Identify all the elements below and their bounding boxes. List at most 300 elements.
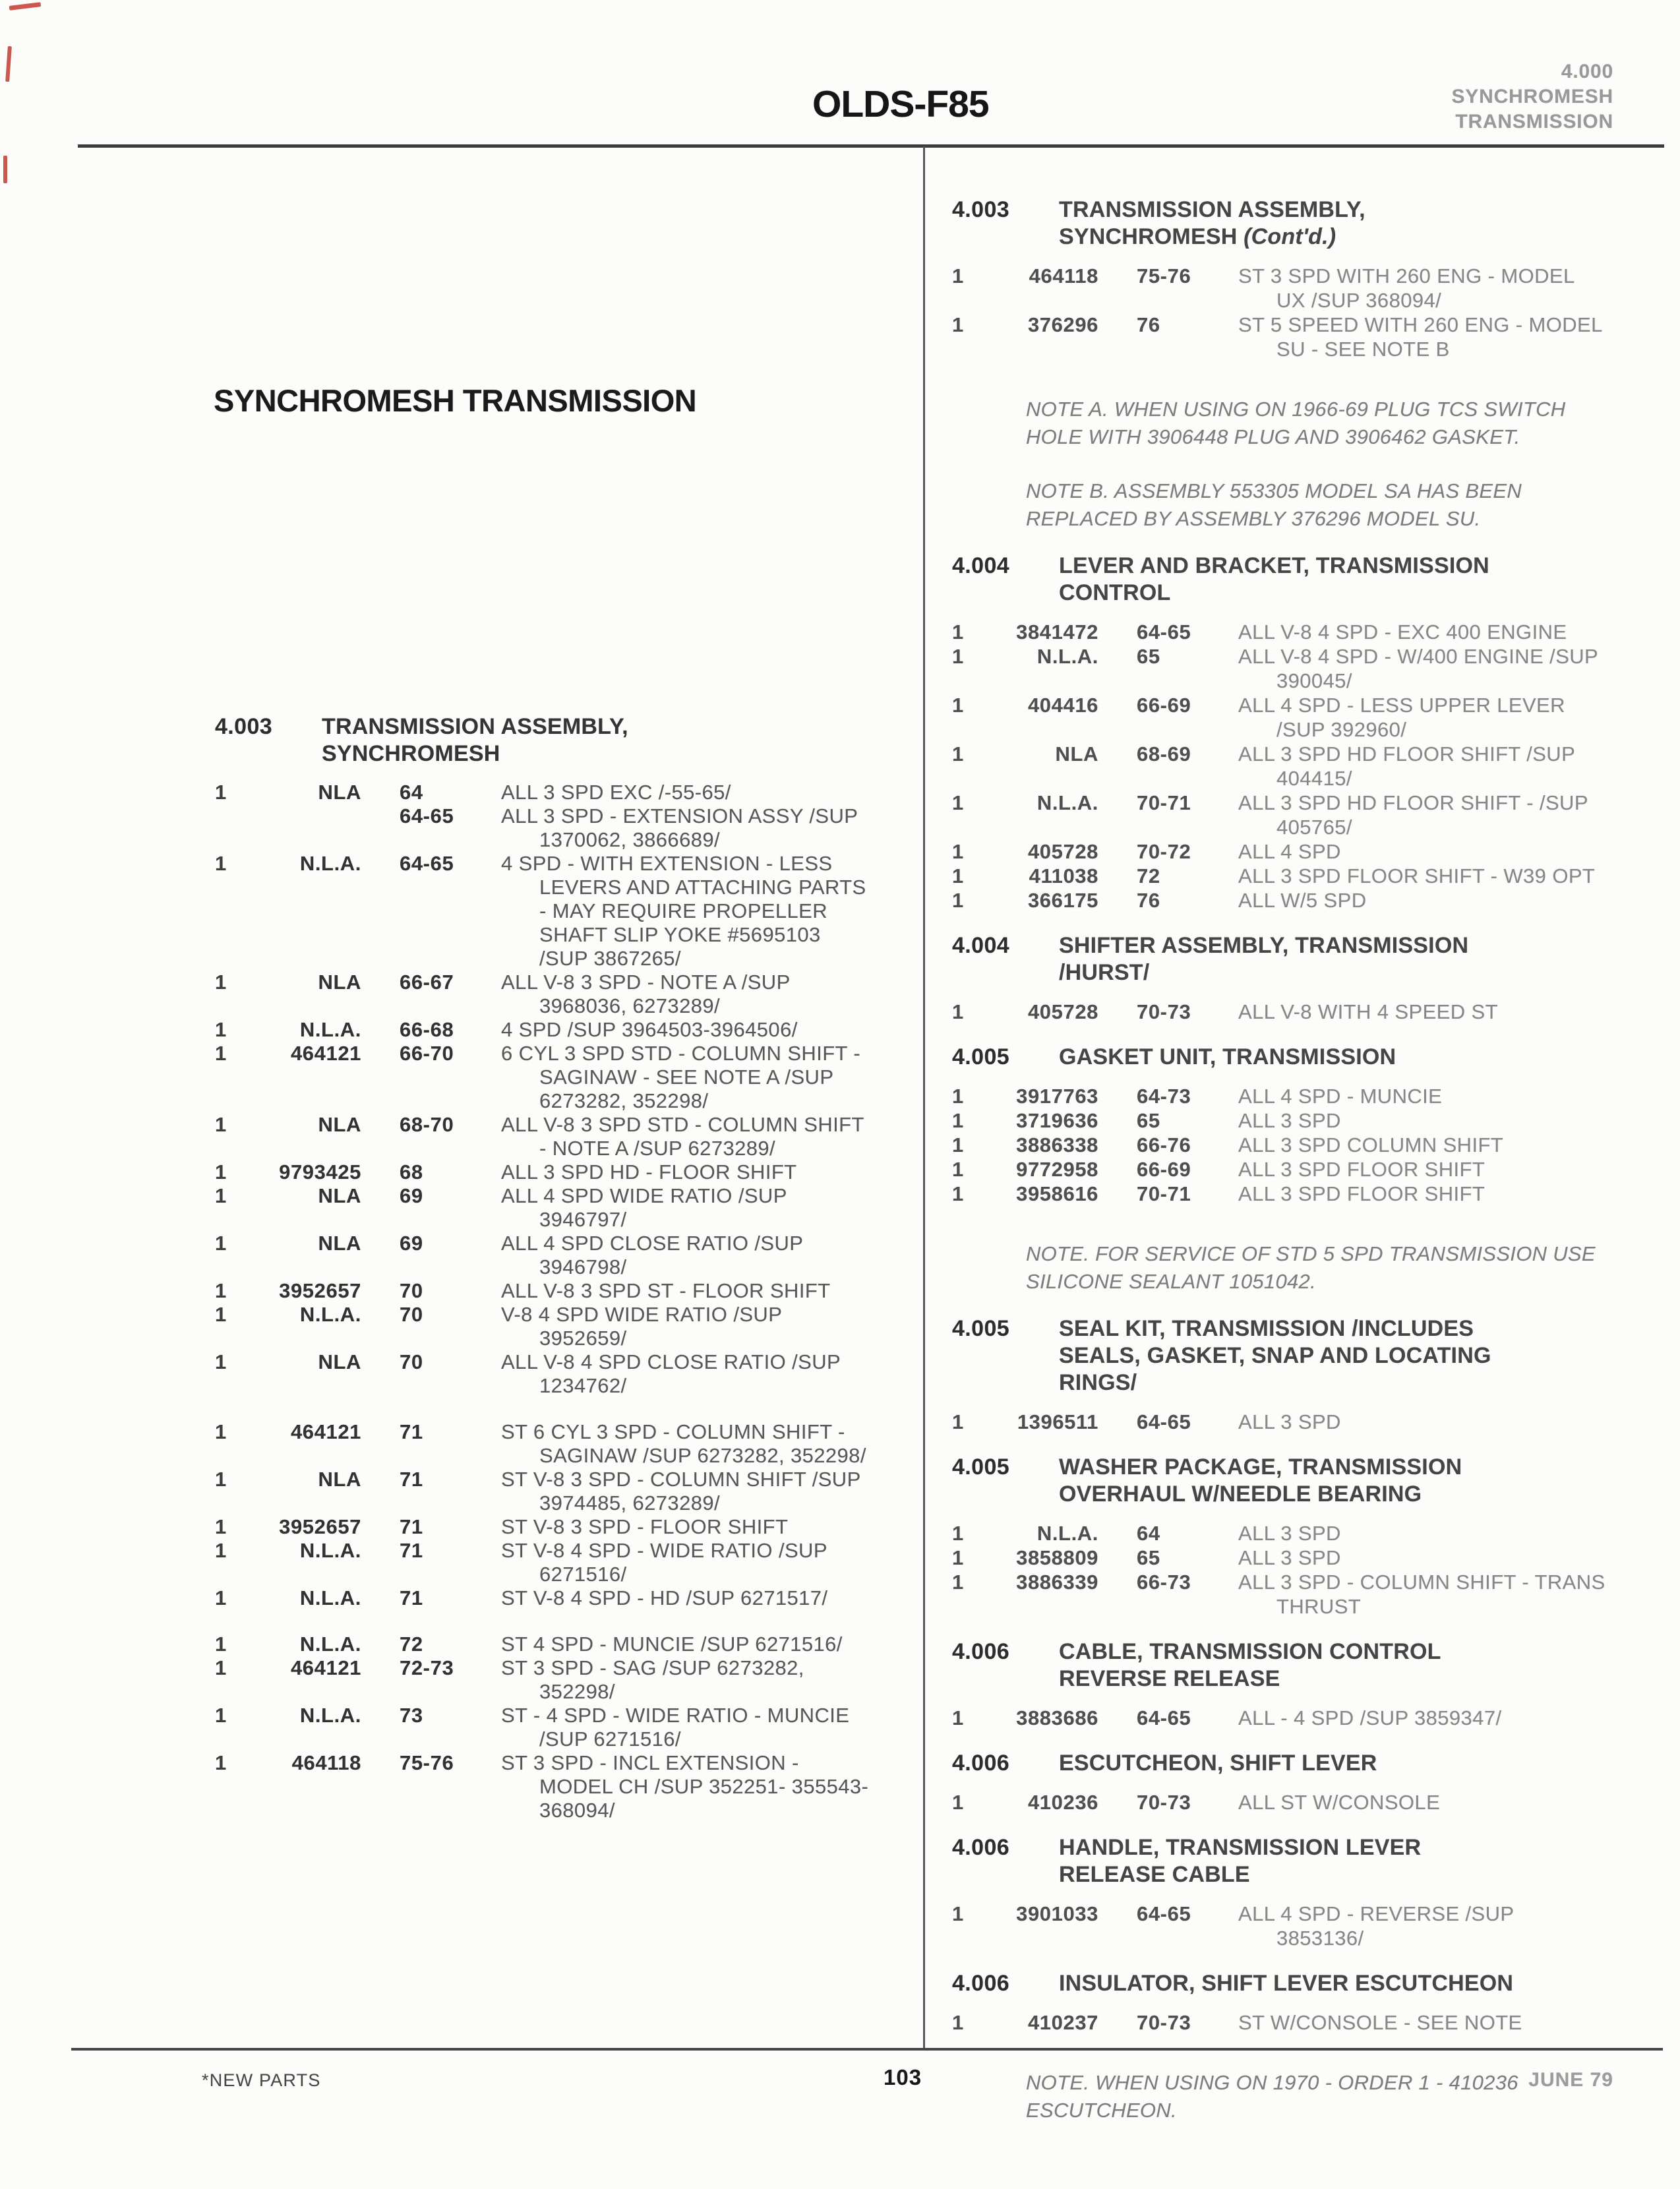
description-cell: ALL 3 SPD - EXTENSION ASSY /SUP 1370062, 3866689/ — [501, 804, 858, 851]
part-number-cell: 411038 — [1029, 864, 1098, 887]
description-cell: ALL 4 SPD - MUNCIE — [1238, 1085, 1443, 1108]
years-cell: 68 — [400, 1160, 423, 1184]
part-row — [210, 1042, 869, 1113]
part-row — [210, 1279, 869, 1303]
description-cell: ALL 3 SPD EXC /-55-65/ — [501, 781, 731, 804]
description-cell: ALL 4 SPD - REVERSE /SUP 3853136/ — [1238, 1902, 1514, 1950]
section-title-line: WASHER PACKAGE, TRANSMISSION — [1059, 1454, 1462, 1480]
right-column — [947, 146, 1606, 2131]
part-number-cell: NLA — [318, 1113, 361, 1136]
qty-cell: 1 — [215, 1279, 227, 1302]
rows-group — [947, 1000, 1606, 1024]
description-cell: ALL 4 SPD - LESS UPPER LEVER /SUP 392960/ — [1238, 694, 1565, 741]
part-number-cell — [251, 804, 361, 852]
qty-cell: 1 — [952, 864, 964, 887]
section-heading — [947, 1044, 1606, 1071]
part-number-cell: NLA — [1055, 742, 1098, 765]
description-cell: ALL 3 SPD HD FLOOR SHIFT - /SUP 405765/ — [1238, 791, 1588, 839]
description-cell: ALL V-8 3 SPD ST - FLOOR SHIFT — [501, 1279, 831, 1302]
years-cell: 66-69 — [1137, 1158, 1191, 1181]
qty-cell: 1 — [952, 1133, 964, 1156]
note-text: NOTE. WHEN USING ON 1970 - ORDER 1 - 410236 ESCUTCHEON. — [1026, 2071, 1518, 2122]
qty-cell: 1 — [952, 1902, 964, 1925]
part-row — [210, 1586, 869, 1610]
part-number-cell: NLA — [318, 1232, 361, 1255]
qty-cell: 1 — [952, 742, 964, 765]
years-cell: 70-73 — [1137, 1000, 1191, 1023]
section-title-line: RELEASE CABLE — [1059, 1862, 1250, 1887]
part-row — [210, 804, 869, 852]
years-cell: 71 — [400, 1420, 423, 1443]
left-column — [210, 146, 869, 1822]
part-number-cell: 3886339 — [1016, 1571, 1098, 1594]
part-row — [947, 1706, 1606, 1730]
years-cell: 70 — [400, 1303, 423, 1326]
description-cell: ST W/CONSOLE - SEE NOTE — [1238, 2011, 1522, 2034]
description-cell: ALL 4 SPD — [1238, 840, 1341, 863]
section-4.006 — [947, 1834, 1606, 1950]
qty-cell: 1 — [215, 1350, 227, 1373]
part-number-cell: 3952657 — [279, 1279, 361, 1302]
part-number-cell: 3883686 — [1016, 1706, 1098, 1729]
section-title — [1059, 1044, 1606, 1071]
part-row — [947, 1133, 1606, 1157]
part-row — [947, 1790, 1606, 1814]
column-divider — [923, 146, 925, 2051]
years-cell: 66-69 — [1137, 694, 1191, 717]
description-cell: ALL V-8 4 SPD - EXC 400 ENGINE — [1238, 620, 1567, 644]
registration-mark — [3, 156, 7, 183]
years-cell: 68-69 — [1137, 742, 1191, 765]
qty-cell: 1 — [952, 1546, 964, 1569]
section-title — [1059, 1315, 1606, 1396]
rows-group — [947, 1902, 1606, 1950]
years-cell: 65 — [1137, 1109, 1160, 1132]
qty-cell: 1 — [952, 645, 964, 668]
section-title — [1059, 1834, 1606, 1888]
years-cell: 65 — [1137, 645, 1160, 668]
qty-cell: 1 — [215, 1184, 227, 1207]
section-title-line: GASKET UNIT, TRANSMISSION — [1059, 1044, 1396, 1069]
part-number-cell: NLA — [318, 781, 361, 804]
years-cell: 69 — [400, 1232, 423, 1255]
section-4.005 — [947, 1454, 1606, 1619]
years-cell: 70-72 — [1137, 840, 1191, 863]
part-row — [947, 1157, 1606, 1182]
qty-cell: 1 — [215, 1420, 227, 1443]
section-title — [1059, 1970, 1606, 1997]
section-heading — [947, 196, 1606, 251]
description-cell: ST 4 SPD - MUNCIE /SUP 6271516/ — [501, 1633, 843, 1656]
section-number: 4.006 — [952, 1971, 1010, 1996]
qty-cell: 1 — [215, 781, 227, 804]
section-heading — [947, 1750, 1606, 1777]
qty-cell: 1 — [952, 1706, 964, 1729]
part-number-cell: 464121 — [290, 1656, 361, 1679]
part-number-cell: NLA — [318, 1184, 361, 1207]
part-number-cell: N.L.A. — [1036, 645, 1098, 668]
description-cell: 4 SPD - WITH EXTENSION - LESS LEVERS AND ATTACHING PARTS - MAY REQUIRE PROPELLER SHAFT SLIP YOKE #5695103 /SUP 3867265/ — [501, 852, 866, 970]
category-heading: SYNCHROMESH TRANSMISSION — [214, 383, 697, 418]
part-number-cell: N.L.A. — [299, 1303, 361, 1326]
part-row — [947, 742, 1606, 791]
years-cell: 65 — [1137, 1546, 1160, 1569]
description-cell: ST V-8 3 SPD - FLOOR SHIFT — [501, 1515, 789, 1538]
qty-cell: 1 — [952, 1000, 964, 1023]
part-number-cell: 410237 — [1027, 2011, 1098, 2034]
description-cell: 4 SPD /SUP 3964503-3964506/ — [501, 1018, 798, 1041]
section-title-line: HANDLE, TRANSMISSION LEVER — [1059, 1835, 1422, 1860]
qty-cell: 1 — [215, 1586, 227, 1609]
years-cell: 64-73 — [1137, 1085, 1191, 1108]
part-number-cell: 3901033 — [1016, 1902, 1098, 1925]
part-row — [947, 2010, 1606, 2035]
page-number: 103 — [884, 2065, 922, 2089]
description-cell: ALL 4 SPD CLOSE RATIO /SUP 3946798/ — [501, 1232, 803, 1278]
description-cell: ST - 4 SPD - WIDE RATIO - MUNCIE /SUP 6271516/ — [501, 1704, 850, 1751]
part-row — [947, 313, 1606, 361]
years-cell: 66-76 — [1137, 1133, 1191, 1156]
years-cell: 66-68 — [400, 1018, 454, 1041]
description-cell: ST V-8 3 SPD - COLUMN SHIFT /SUP 3974485, 6273289/ — [501, 1468, 861, 1514]
part-number-cell: 464118 — [1029, 264, 1098, 287]
section-number: 4.006 — [952, 1835, 1010, 1860]
rows-group — [947, 2010, 1606, 2035]
section-number: 4.006 — [952, 1751, 1010, 1776]
section-number: 4.005 — [952, 1316, 1010, 1341]
section-title-line: SYNCHROMESH (Cont'd.) — [1059, 224, 1336, 249]
rows-group — [210, 781, 869, 1822]
part-row — [947, 1570, 1606, 1619]
part-row — [210, 1018, 869, 1042]
description-cell: ALL 3 SPD — [1238, 1522, 1341, 1545]
part-number-cell: 3858809 — [1016, 1546, 1098, 1569]
years-cell: 64-65 — [400, 852, 454, 875]
years-cell: 70-71 — [1137, 791, 1191, 814]
qty-cell: 1 — [215, 1515, 227, 1538]
description-cell: ALL 3 SPD FLOOR SHIFT - W39 OPT — [1238, 864, 1596, 887]
rows-group — [947, 1521, 1606, 1619]
part-row — [947, 864, 1606, 888]
description-cell: ALL 3 SPD — [1238, 1546, 1341, 1569]
part-number-cell: N.L.A. — [299, 1018, 361, 1041]
section-heading — [210, 713, 869, 767]
years-cell: 70-73 — [1137, 2011, 1191, 2034]
rows-group — [947, 620, 1606, 913]
years-cell: 72 — [400, 1633, 423, 1656]
part-row — [210, 1633, 869, 1656]
description-cell: ALL V-8 3 SPD STD - COLUMN SHIFT - NOTE A /SUP 6273289/ — [501, 1113, 864, 1160]
section-number: 4.004 — [952, 933, 1010, 958]
registration-mark — [9, 2, 41, 11]
part-row — [210, 1160, 869, 1184]
years-cell: 64-65 — [400, 804, 454, 827]
part-number-cell: N.L.A. — [299, 1704, 361, 1727]
years-cell: 75-76 — [400, 1751, 454, 1774]
qty-cell: 1 — [215, 1656, 227, 1679]
part-number-cell: 3841472 — [1016, 620, 1098, 644]
footer-rule — [71, 2048, 1663, 2051]
section-heading — [947, 932, 1606, 986]
years-cell: 64 — [400, 781, 423, 804]
section-number: 4.005 — [952, 1044, 1010, 1069]
qty-cell: 1 — [952, 1571, 964, 1594]
part-number-cell: 405728 — [1027, 1000, 1098, 1023]
section-number: 4.006 — [952, 1639, 1010, 1664]
part-number-cell: NLA — [318, 971, 361, 994]
qty-cell: 1 — [215, 1751, 227, 1774]
part-row — [210, 1704, 869, 1751]
description-cell: ALL - 4 SPD /SUP 3859347/ — [1238, 1706, 1502, 1729]
part-row — [210, 971, 869, 1018]
qty-cell: 1 — [952, 1522, 964, 1545]
section-title-line: INSULATOR, SHIFT LEVER ESCUTCHEON — [1059, 1971, 1514, 1996]
years-cell: 70-73 — [1137, 1791, 1191, 1814]
qty-cell: 1 — [215, 1303, 227, 1326]
section-title-line: LEVER AND BRACKET, TRANSMISSION — [1059, 553, 1489, 578]
qty-cell: 1 — [215, 1160, 227, 1184]
years-cell: 64-65 — [1137, 1706, 1191, 1729]
years-cell: 72 — [1137, 864, 1160, 887]
description-cell: ST 5 SPEED WITH 260 ENG - MODEL SU - SEE NOTE B — [1238, 313, 1602, 361]
part-row — [210, 781, 869, 804]
page-title: OLDS-F85 — [812, 83, 989, 125]
description-cell: ALL W/5 SPD — [1238, 889, 1367, 912]
years-cell: 75-76 — [1137, 264, 1191, 287]
years-cell: 70 — [400, 1279, 423, 1302]
description-cell: ALL 3 SPD — [1238, 1410, 1341, 1433]
qty-cell: 1 — [952, 2011, 964, 2034]
qty-cell: 1 — [215, 1704, 227, 1727]
part-number-cell: 404416 — [1027, 694, 1098, 717]
description-cell: ST V-8 4 SPD - HD /SUP 6271517/ — [501, 1586, 828, 1609]
section-4.006 — [947, 1750, 1606, 1814]
years-cell: 64-65 — [1137, 1902, 1191, 1925]
qty-cell: 1 — [215, 1018, 227, 1041]
description-cell: ALL 3 SPD — [1238, 1109, 1341, 1132]
section-heading — [947, 1315, 1606, 1396]
years-cell: 68-70 — [400, 1113, 454, 1136]
years-cell: 66-67 — [400, 971, 454, 994]
part-number-cell: N.L.A. — [299, 852, 361, 875]
section-4.006 — [947, 1970, 1606, 2124]
years-cell: 64-65 — [1137, 620, 1191, 644]
qty-cell: 1 — [215, 1232, 227, 1255]
description-cell: ALL V-8 3 SPD - NOTE A /SUP 3968036, 6273289/ — [501, 971, 791, 1017]
qty-cell: 1 — [215, 1042, 227, 1065]
section-title-line: TRANSMISSION ASSEMBLY, — [1059, 197, 1365, 222]
rows-group — [947, 1790, 1606, 1814]
part-number-cell: 3952657 — [279, 1515, 361, 1538]
part-row — [947, 644, 1606, 693]
header-section-ref — [1452, 59, 1614, 135]
section-title — [1059, 196, 1606, 251]
qty-cell: 1 — [952, 694, 964, 717]
description-cell: ALL ST W/CONSOLE — [1238, 1791, 1441, 1814]
description-cell: ALL V-8 WITH 4 SPEED ST — [1238, 1000, 1498, 1023]
section-number: 4.005 — [952, 1454, 1010, 1480]
section-heading — [947, 1638, 1606, 1693]
part-row — [210, 852, 869, 971]
registration-mark — [5, 46, 12, 82]
section-title-line: CABLE, TRANSMISSION CONTROL — [1059, 1639, 1441, 1664]
part-row — [947, 620, 1606, 644]
qty-cell: 1 — [215, 1468, 227, 1491]
part-row — [210, 1751, 869, 1822]
section-title — [1059, 553, 1606, 607]
section-heading — [947, 1970, 1606, 1997]
part-row — [210, 1232, 869, 1279]
new-parts-label: *NEW PARTS — [202, 2070, 321, 2090]
description-cell: ALL 3 SPD COLUMN SHIFT — [1238, 1133, 1504, 1156]
part-number-cell: 405728 — [1027, 840, 1098, 863]
section-4.005 — [947, 1315, 1606, 1434]
part-number-cell: 464118 — [291, 1751, 361, 1774]
part-number-cell: 3886338 — [1016, 1133, 1098, 1156]
rows-group — [947, 264, 1606, 361]
qty-cell: 1 — [952, 791, 964, 814]
part-number-cell: 376296 — [1027, 313, 1098, 336]
years-cell: 71 — [400, 1515, 423, 1538]
part-row — [947, 1182, 1606, 1206]
years-cell: 72-73 — [400, 1656, 454, 1679]
header-section-name-line1: SYNCHROMESH — [1451, 86, 1613, 107]
part-row — [947, 791, 1606, 839]
section-title-line: REVERSE RELEASE — [1059, 1666, 1280, 1691]
section-heading — [947, 553, 1606, 607]
qty-cell: 1 — [215, 1539, 227, 1562]
note-text: NOTE. FOR SERVICE OF STD 5 SPD TRANSMISSION USE SILICONE SEALANT 1051042. — [1026, 1242, 1596, 1293]
qty-cell: 1 — [952, 264, 964, 287]
section-title-suffix: (Cont'd.) — [1244, 224, 1336, 249]
qty-cell: 1 — [952, 889, 964, 912]
part-row — [210, 1539, 869, 1586]
note-text: NOTE B. ASSEMBLY 553305 MODEL SA HAS BEEN REPLACED BY ASSEMBLY 376296 MODEL SU. — [1026, 479, 1522, 530]
description-cell: V-8 4 SPD WIDE RATIO /SUP 3952659/ — [501, 1303, 782, 1350]
header-section-name-line2: TRANSMISSION — [1455, 111, 1613, 133]
section-title — [1059, 1454, 1606, 1508]
description-cell: ALL V-8 4 SPD - W/400 ENGINE /SUP 390045/ — [1238, 645, 1598, 692]
part-number-cell: NLA — [318, 1468, 361, 1491]
description-cell: ALL V-8 4 SPD CLOSE RATIO /SUP 1234762/ — [501, 1350, 841, 1397]
description-cell: ALL 4 SPD WIDE RATIO /SUP 3946797/ — [501, 1184, 787, 1231]
qty-cell: 1 — [952, 1791, 964, 1814]
qty-cell: 1 — [215, 1633, 227, 1656]
part-number-cell: 464121 — [290, 1042, 361, 1065]
years-cell: 66-73 — [1137, 1571, 1191, 1594]
part-row — [947, 1000, 1606, 1024]
part-row — [947, 888, 1606, 913]
part-number-cell: 366175 — [1027, 889, 1098, 912]
years-cell: 71 — [400, 1539, 423, 1562]
years-cell: 69 — [400, 1184, 423, 1207]
section-4.004 — [947, 553, 1606, 913]
part-row — [210, 1468, 869, 1515]
part-number-cell: 1396511 — [1017, 1410, 1098, 1433]
description-cell: ST V-8 4 SPD - WIDE RATIO /SUP 6271516/ — [501, 1539, 827, 1586]
date-label: JUNE 79 — [1528, 2069, 1613, 2091]
part-number-cell: N.L.A. — [1036, 1522, 1098, 1545]
part-row — [210, 1113, 869, 1160]
part-number-cell: NLA — [318, 1350, 361, 1373]
rows-group — [947, 1410, 1606, 1434]
part-row — [947, 693, 1606, 742]
description-cell: ALL 3 SPD FLOOR SHIFT — [1238, 1182, 1485, 1205]
part-row — [947, 1521, 1606, 1545]
part-row — [947, 1902, 1606, 1950]
years-cell: 64 — [1137, 1522, 1160, 1545]
years-cell: 70 — [400, 1350, 423, 1373]
qty-cell: 1 — [952, 1410, 964, 1433]
qty-cell: 1 — [215, 852, 227, 875]
section-title-line: SHIFTER ASSEMBLY, TRANSMISSION — [1059, 933, 1469, 958]
years-cell: 76 — [1137, 889, 1160, 912]
section-title-line: SEALS, GASKET, SNAP AND LOCATING — [1059, 1343, 1491, 1368]
section-title-line: TRANSMISSION ASSEMBLY, — [322, 714, 628, 739]
qty-cell: 1 — [952, 1085, 964, 1108]
part-row — [210, 1184, 869, 1232]
qty-cell: 1 — [952, 620, 964, 644]
qty-cell: 1 — [215, 971, 227, 994]
part-number-cell: 9793425 — [279, 1160, 361, 1184]
description-cell: ALL 3 SPD FLOOR SHIFT — [1238, 1158, 1485, 1181]
section-4.006 — [947, 1638, 1606, 1730]
section-heading — [947, 1454, 1606, 1508]
qty-cell: 1 — [952, 313, 964, 336]
part-row — [947, 264, 1606, 313]
section-number: 4.004 — [952, 553, 1010, 578]
part-row — [210, 1656, 869, 1704]
part-row — [210, 1515, 869, 1539]
description-cell: ALL 3 SPD HD FLOOR SHIFT /SUP 404415/ — [1238, 742, 1575, 790]
description-cell: ALL 3 SPD - COLUMN SHIFT - TRANS THRUST — [1238, 1571, 1605, 1618]
part-row — [947, 1545, 1606, 1570]
description-cell: 6 CYL 3 SPD STD - COLUMN SHIFT - SAGINAW - SEE NOTE A /SUP 6273282, 352298/ — [501, 1042, 861, 1112]
part-number-cell: N.L.A. — [299, 1539, 361, 1562]
part-number-cell: 9772958 — [1016, 1158, 1098, 1181]
header-section-code: 4.000 — [1561, 61, 1613, 82]
section-title — [1059, 1638, 1606, 1693]
section-title — [1059, 932, 1606, 986]
section-title — [1059, 1750, 1606, 1777]
section-title-line: ESCUTCHEON, SHIFT LEVER — [1059, 1751, 1377, 1776]
part-number-cell: 410236 — [1027, 1791, 1098, 1814]
qty-cell: 1 — [952, 1109, 964, 1132]
part-row — [210, 1420, 869, 1468]
part-number-cell: 464121 — [290, 1420, 361, 1443]
qty-cell: 1 — [952, 840, 964, 863]
section-title-line: /HURST/ — [1059, 960, 1150, 985]
years-cell: 64-65 — [1137, 1410, 1191, 1433]
part-number-cell: 3958616 — [1016, 1182, 1098, 1205]
years-cell: 76 — [1137, 313, 1160, 336]
years-cell: 73 — [400, 1704, 423, 1727]
section-4.004 — [947, 932, 1606, 1024]
rows-group — [947, 1706, 1606, 1730]
part-row — [210, 1303, 869, 1350]
years-cell: 70-71 — [1137, 1182, 1191, 1205]
section-title — [322, 713, 869, 767]
description-cell: ST 3 SPD WITH 260 ENG - MODEL UX /SUP 368094/ — [1238, 264, 1575, 312]
section-number: 4.003 — [215, 714, 273, 739]
description-cell: ST 6 CYL 3 SPD - COLUMN SHIFT - SAGINAW /SUP 6273282, 352298/ — [501, 1420, 866, 1467]
description-cell: ST 3 SPD - INCL EXTENSION - MODEL CH /SUP 352251- 355543- 368094/ — [501, 1751, 869, 1822]
qty-cell: 1 — [215, 1113, 227, 1136]
part-row — [947, 1410, 1606, 1434]
note-text: NOTE A. WHEN USING ON 1966-69 PLUG TCS SWITCH HOLE WITH 3906448 PLUG AND 3906462 GASKET. — [1026, 398, 1566, 448]
description-cell: ALL 3 SPD HD - FLOOR SHIFT — [501, 1160, 797, 1184]
section-number: 4.003 — [952, 197, 1010, 222]
